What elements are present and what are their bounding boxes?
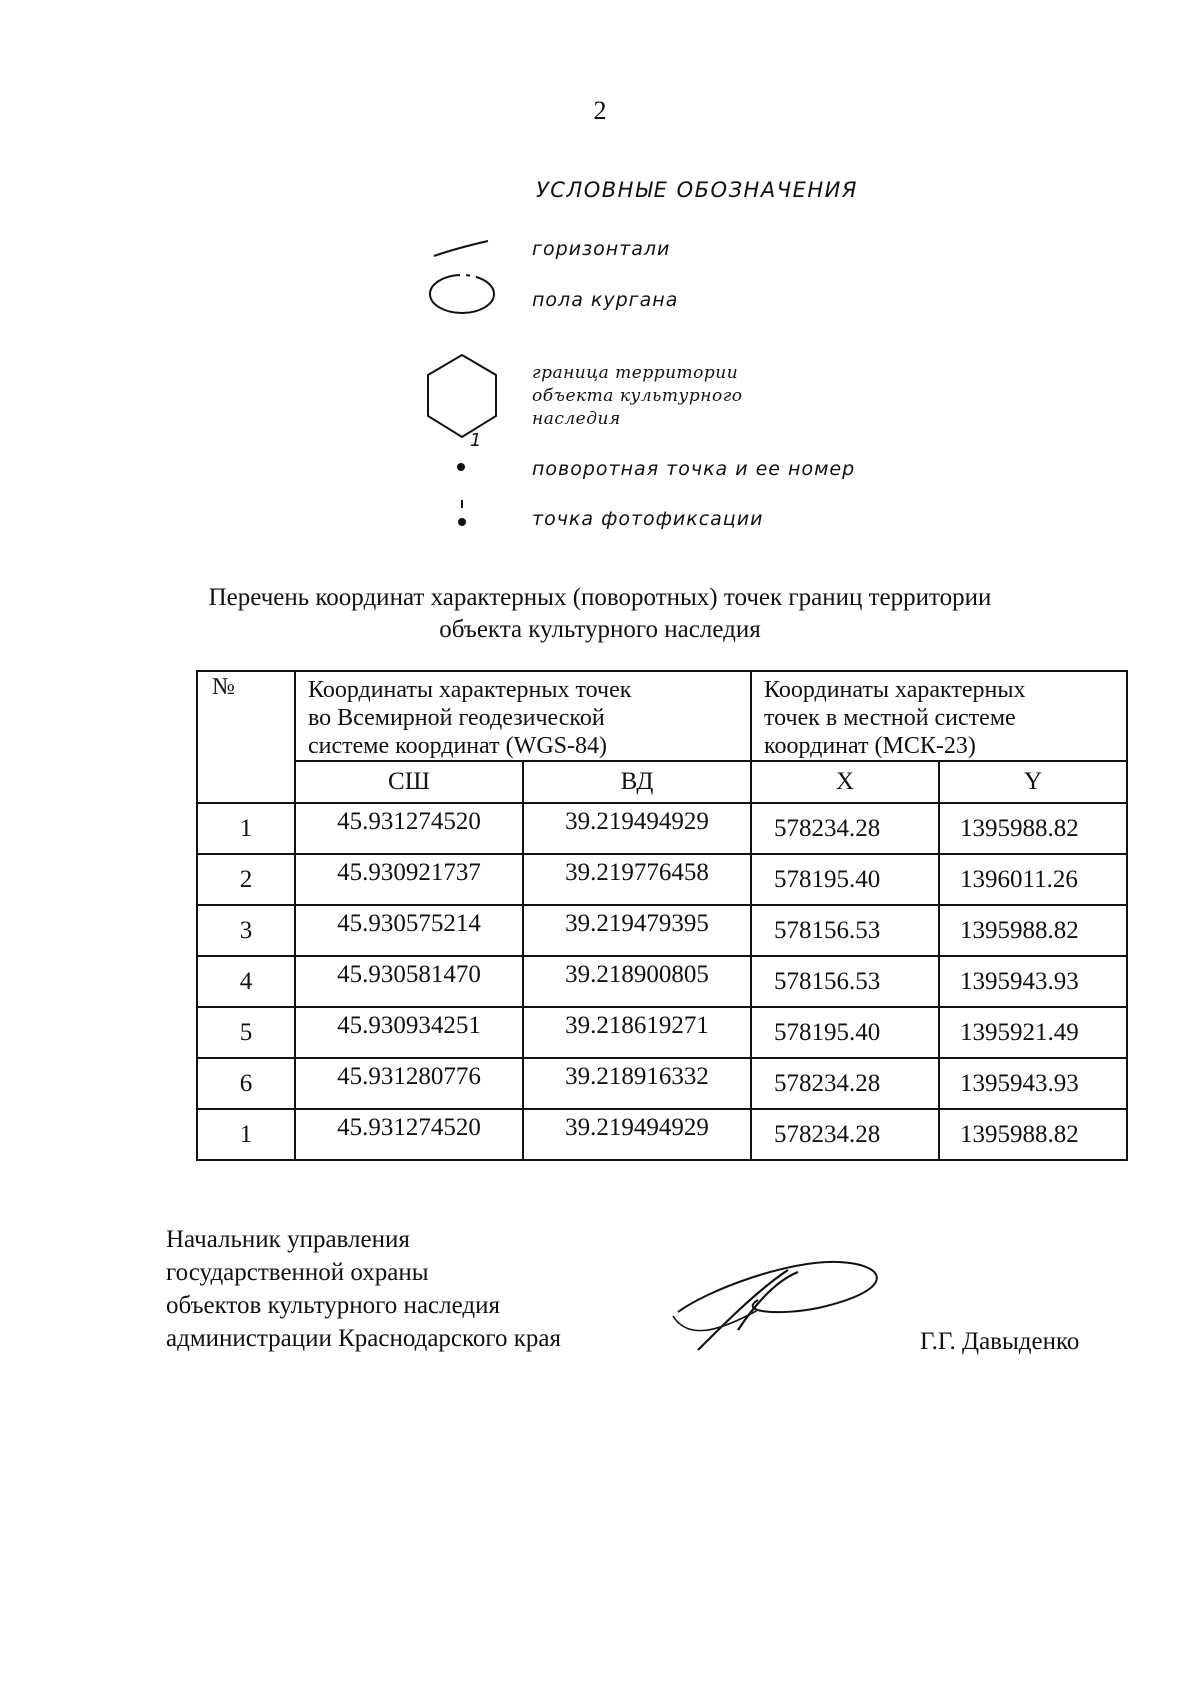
cell-x: 578156.53 (751, 905, 939, 956)
header-longitude: ВД (523, 761, 751, 803)
cell-latitude: 45.930921737 (295, 854, 523, 905)
cell-point-number: 5 (197, 1007, 295, 1058)
cell-longitude: 39.218619271 (523, 1007, 751, 1058)
table-row (197, 854, 1127, 905)
legend-title: УСЛОВНЫЕ ОБОЗНАЧЕНИЯ (536, 178, 858, 202)
signatory-position: Начальник управления государственной охраны объектов культурного наследия администрации Краснодарского края (166, 1226, 562, 1352)
caption-line: Перечень координат характерных (поворотных) точек границ территории (208, 584, 992, 611)
header-number: № (197, 671, 295, 803)
table-row (197, 956, 1127, 1007)
legend-label-contours: горизонтали (532, 238, 671, 260)
turning-point-number: 1 (470, 430, 482, 451)
cell-point-number: 3 (197, 905, 295, 956)
cell-longitude: 39.218916332 (523, 1058, 751, 1109)
cell-x: 578156.53 (751, 956, 939, 1007)
cell-latitude: 45.931274520 (295, 803, 523, 854)
header-x: X (751, 761, 939, 803)
cell-longitude: 39.219479395 (523, 905, 751, 956)
cell-y: 1395943.93 (939, 1058, 1127, 1109)
cell-y: 1395988.82 (939, 803, 1127, 854)
cell-longitude: 39.219494929 (523, 803, 751, 854)
cell-longitude: 39.219776458 (523, 854, 751, 905)
table-row (197, 803, 1127, 854)
legend-label-turning-point: поворотная точка и ее номер (532, 458, 856, 480)
cell-latitude: 45.931280776 (295, 1058, 523, 1109)
cell-x: 578234.28 (751, 803, 939, 854)
header-latitude: СШ (295, 761, 523, 803)
table-row (197, 1058, 1127, 1109)
cell-latitude: 45.930581470 (295, 956, 523, 1007)
cell-y: 1395988.82 (939, 1109, 1127, 1160)
cell-point-number: 4 (197, 956, 295, 1007)
cell-y: 1395988.82 (939, 905, 1127, 956)
cell-point-number: 1 (197, 803, 295, 854)
cell-x: 578234.28 (751, 1058, 939, 1109)
page-number: 2 (593, 96, 607, 125)
legend-label-boundary: граница территории объекта культурного наследия (532, 363, 743, 429)
table-row (197, 1109, 1127, 1160)
coordinates-table (196, 670, 1128, 1161)
cell-x: 578234.28 (751, 1109, 939, 1160)
signatory-name: Г.Г. Давыденко (920, 1328, 1080, 1355)
table-caption (0, 582, 1200, 646)
hexagon-icon (424, 352, 500, 440)
cell-y: 1395921.49 (939, 1007, 1127, 1058)
cell-x: 578195.40 (751, 854, 939, 905)
header-y: Y (939, 761, 1127, 803)
table-row (197, 905, 1127, 956)
cell-latitude: 45.930575214 (295, 905, 523, 956)
cell-point-number: 2 (197, 854, 295, 905)
cell-point-number: 1 (197, 1109, 295, 1160)
cell-x: 578195.40 (751, 1007, 939, 1058)
header-msk23: Координаты характерных точек в местной системе координат (МСК-23) (751, 671, 1127, 761)
legend-label-photo-point: точка фотофиксации (532, 508, 764, 530)
legend-label-mound: пола кургана (532, 289, 679, 311)
cell-point-number: 6 (197, 1058, 295, 1109)
cell-latitude: 45.931274520 (295, 1109, 523, 1160)
cell-y: 1396011.26 (939, 854, 1127, 905)
cell-longitude: 39.219494929 (523, 1109, 751, 1160)
cell-latitude: 45.930934251 (295, 1007, 523, 1058)
cell-longitude: 39.218900805 (523, 956, 751, 1007)
photo-point-icon (455, 498, 469, 530)
table-row (197, 1007, 1127, 1058)
handwritten-signature (668, 1250, 898, 1360)
header-wgs84: Координаты характерных точек во Всемирной геодезической системе координат (WGS-84) (295, 671, 751, 761)
caption-line: объекта культурного наследия (439, 616, 761, 643)
contour-line-icon (432, 238, 492, 260)
cell-y: 1395943.93 (939, 956, 1127, 1007)
ellipse-icon (426, 272, 498, 316)
turning-point-icon (454, 460, 468, 474)
